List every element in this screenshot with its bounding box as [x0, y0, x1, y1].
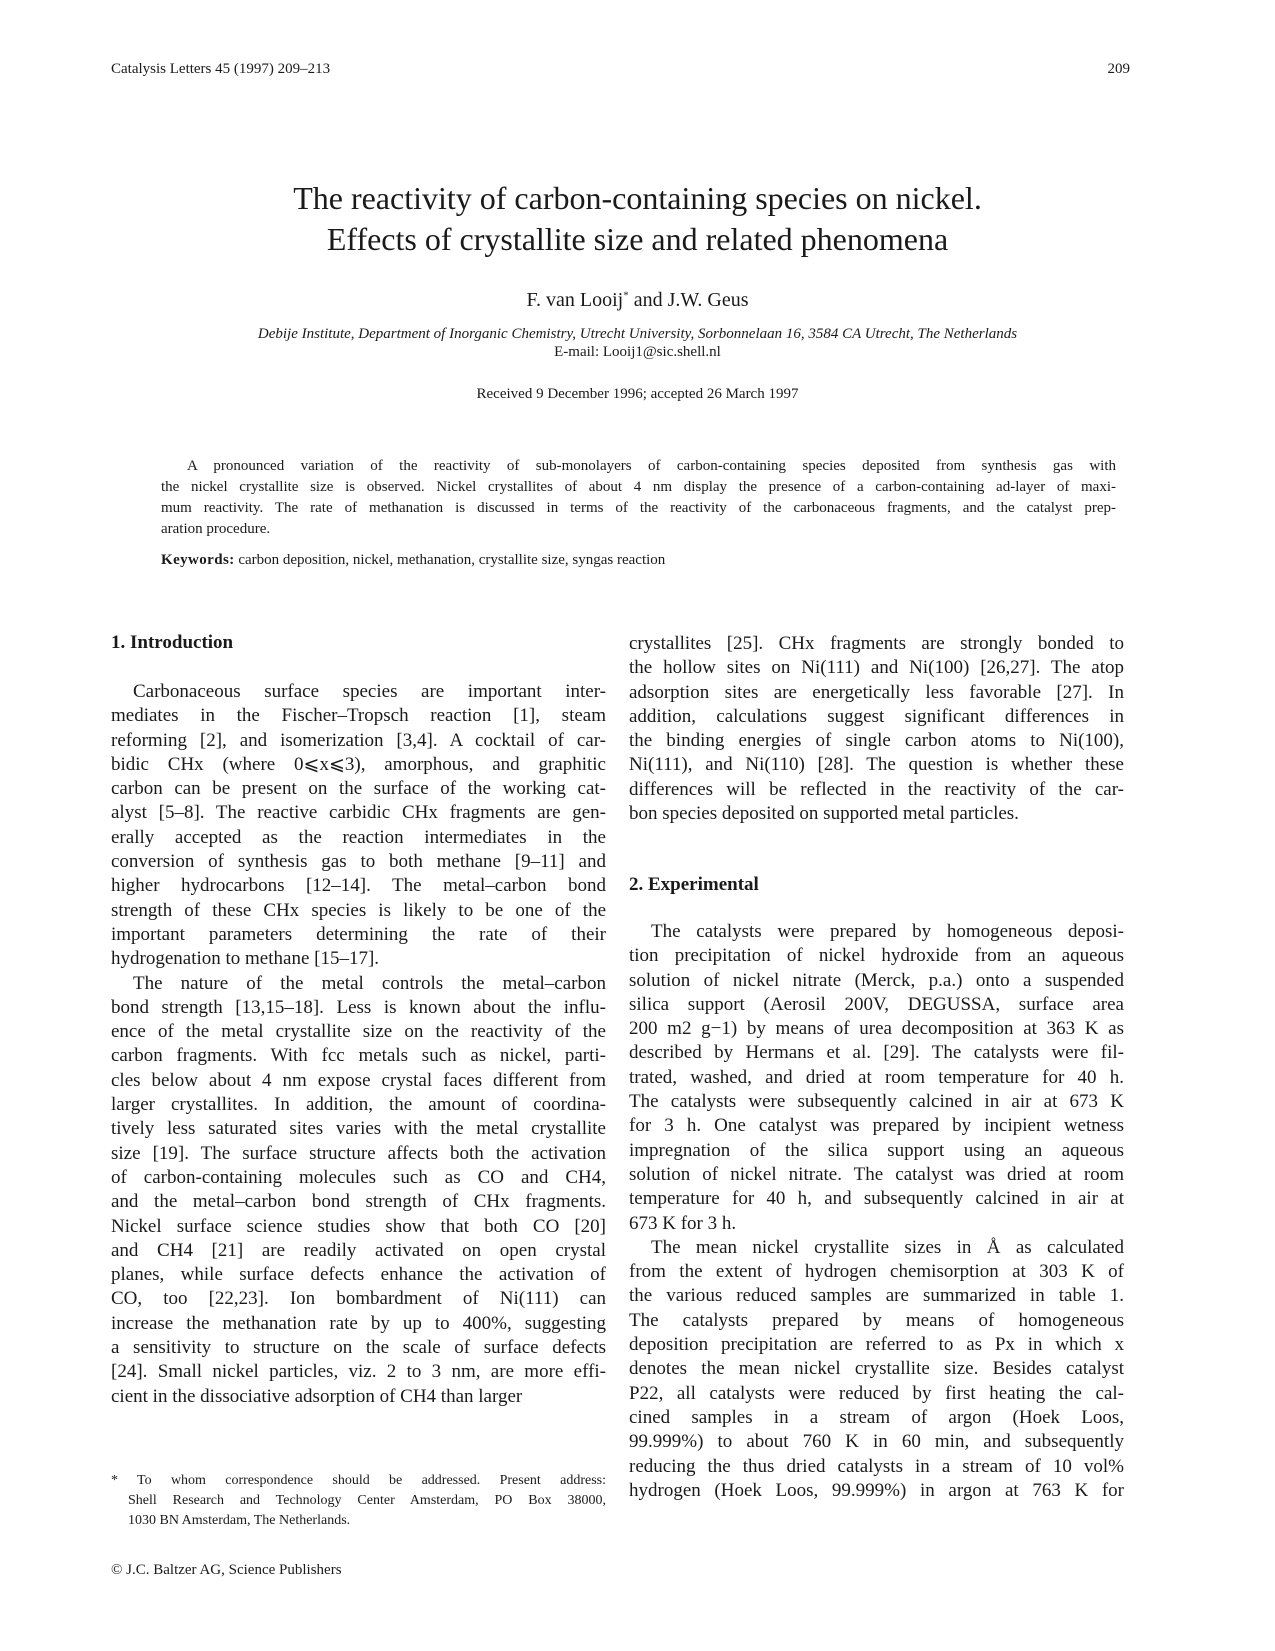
text-line: increase the methanation rate by up to 400%, suggesting — [111, 1312, 606, 1334]
footnote-line: Shell Research and Technology Center Amsterdam, PO Box 38000, — [128, 1493, 606, 1508]
text-line: solution of nickel nitrate. The catalyst was dried at room — [629, 1163, 1124, 1185]
text-line: bidic CHx (where 0⩽x⩽3), amorphous, and graphitic — [111, 753, 606, 775]
text-line: CO, too [22,23]. Ion bombardment of Ni(111) can — [111, 1288, 606, 1310]
text-line: Ni(111), and Ni(110) [28]. The question is whether these — [629, 754, 1124, 776]
text-line: adsorption sites are energetically less favorable [27]. In — [629, 681, 1124, 703]
footnote-line: * To whom correspondence should be addressed. Present address: — [111, 1473, 606, 1488]
text-line: trated, washed, and dried at room temperature for 40 h. — [629, 1066, 1124, 1088]
keywords-text: carbon deposition, nickel, methanation, crystallite size, syngas reaction — [238, 552, 666, 568]
text-line: The catalysts prepared by means of homogeneous — [629, 1309, 1124, 1331]
title-line: Effects of crystallite size and related phenomena — [326, 221, 949, 257]
footnote-line: 1030 BN Amsterdam, The Netherlands. — [128, 1513, 351, 1528]
text-line: larger crystallites. In addition, the amount of coordina- — [111, 1094, 606, 1116]
text-line: reforming [2], and isomerization [3,4]. A cocktail of car- — [111, 729, 606, 751]
text-line: 673 K for 3 h. — [629, 1212, 737, 1234]
intro-paragraph-2 — [111, 972, 606, 1409]
text-line: from the extent of hydrogen chemisorption at 303 K of — [629, 1261, 1124, 1283]
copyright: © J.C. Baltzer AG, Science Publishers — [111, 1562, 342, 1578]
abstract-line: the nickel crystallite size is observed. Nickel crystallites of about 4 nm display the presence of a carbon-containing ad-layer of maxi- — [161, 479, 1116, 495]
affiliation: Debije Institute, Department of Inorganic Chemistry, Utrecht University, Sorbonnelaan 16, 3584 CA Utrecht, The Netherlands — [257, 326, 1018, 342]
paper-title — [0, 178, 1275, 260]
text-line: tion precipitation of nickel hydroxide from an aqueous — [629, 945, 1124, 967]
author-name: F. van Looij — [526, 289, 624, 311]
text-line: deposition precipitation are referred to as Px in which x — [629, 1334, 1124, 1356]
text-line: tively less saturated sites varies with the metal crystallite — [111, 1118, 606, 1140]
experimental-paragraph-1 — [629, 920, 1124, 1236]
text-line: planes, while surface defects enhance the activation of — [111, 1264, 606, 1286]
text-line: silica support (Aerosil 200V, DEGUSSA, surface area — [629, 993, 1124, 1015]
text-line: denotes the mean nickel crystallite size. Besides catalyst — [629, 1358, 1124, 1380]
text-line: carbon fragments. With fcc metals such as nickel, parti- — [111, 1045, 606, 1067]
text-line: differences will be reflected in the reactivity of the car- — [629, 778, 1124, 800]
text-line: Carbonaceous surface species are important inter- — [133, 681, 606, 702]
text-line: erally accepted as the reaction intermediates in the — [111, 826, 606, 848]
text-line: conversion of synthesis gas to both methane [9–11] and — [111, 851, 606, 873]
text-line: the hollow sites on Ni(111) and Ni(100) [26,27]. The atop — [629, 657, 1124, 679]
text-line: addition, calculations suggest significant differences in — [629, 705, 1124, 727]
text-line: strength of these CHx species is likely to be one of the — [111, 899, 606, 921]
keywords — [161, 552, 665, 569]
text-line: size [19]. The surface structure affects both the activation — [111, 1142, 606, 1164]
text-line: and CH4 [21] are readily activated on open crystal — [111, 1239, 606, 1261]
text-line: crystallites [25]. CHx fragments are strongly bonded to — [629, 633, 1124, 654]
abstract-line: aration procedure. — [161, 521, 271, 537]
title-line: The reactivity of carbon-containing species on nickel. — [293, 180, 982, 216]
authors — [0, 289, 1275, 312]
text-line: cles below about 4 nm expose crystal faces different from — [111, 1069, 606, 1091]
text-line: reducing the thus dried catalysts in a stream of 10 vol% — [629, 1455, 1124, 1477]
email: E-mail: Looij1@sic.shell.nl — [554, 344, 721, 360]
abstract-line: A pronounced variation of the reactivity of sub-monolayers of carbon-containing species deposited from synthesis gas with — [187, 458, 1116, 474]
text-line: mediates in the Fischer–Tropsch reaction [1], steam — [111, 705, 606, 727]
received-dates: Received 9 December 1996; accepted 26 March 1997 — [476, 386, 799, 402]
text-line: The mean nickel crystallite sizes in Å as calculated — [651, 1236, 1124, 1258]
text-line: of carbon-containing molecules such as CO and CH4, — [111, 1166, 606, 1188]
text-line: bon species deposited on supported metal particles. — [629, 803, 1019, 825]
text-line: hydrogenation to methane [15–17]. — [111, 948, 380, 970]
abstract-line: mum reactivity. The rate of methanation is discussed in terms of the reactivity of the carbonaceous fragments, and the catalyst prep- — [161, 500, 1116, 516]
page-number: 209 — [1107, 61, 1130, 77]
text-line: 99.999%) to about 760 K in 60 min, and subsequently — [629, 1431, 1124, 1453]
footnote-mark: * — [623, 289, 629, 302]
journal-citation: Catalysis Letters 45 (1997) 209–213 — [111, 61, 331, 77]
text-line: impregnation of the silica support using an aqueous — [629, 1139, 1124, 1161]
section-heading-introduction: 1. Introduction — [111, 632, 234, 653]
text-line: alyst [5–8]. The reactive carbidic CHx fragments are gen- — [111, 802, 606, 824]
author-name: and J.W. Geus — [628, 289, 749, 311]
text-line: bond strength [13,15–18]. Less is known about the influ- — [111, 996, 606, 1018]
text-line: cient in the dissociative adsorption of CH4 than larger — [111, 1385, 523, 1407]
text-line: and the metal–carbon bond strength of CHx fragments. — [111, 1191, 606, 1213]
footnote — [111, 1471, 606, 1531]
text-line: higher hydrocarbons [12–14]. The metal–carbon bond — [111, 875, 606, 897]
text-line: P22, all catalysts were reduced by first heating the cal- — [629, 1382, 1124, 1404]
text-line: hydrogen (Hoek Loos, 99.999%) in argon at 763 K for — [629, 1479, 1124, 1501]
text-line: for 3 h. One catalyst was prepared by incipient wetness — [629, 1115, 1124, 1137]
text-line: cined samples in a stream of argon (Hoek Loos, — [629, 1406, 1124, 1428]
text-line: The nature of the metal controls the metal–carbon — [133, 972, 606, 994]
text-line: the binding energies of single carbon atoms to Ni(100), — [629, 730, 1124, 752]
text-line: ence of the metal crystallite size on the reactivity of the — [111, 1021, 606, 1043]
intro-paragraph-3 — [629, 632, 1124, 826]
text-line: solution of nickel nitrate (Merck, p.a.) onto a suspended — [629, 969, 1124, 991]
text-line: a sensitivity to structure on the scale of surface defects — [111, 1337, 606, 1359]
text-line: The catalysts were subsequently calcined in air at 673 K — [629, 1091, 1124, 1113]
text-line: 200 m2 g−1) by means of urea decomposition at 363 K as — [629, 1018, 1124, 1040]
intro-paragraph-1 — [111, 680, 606, 972]
section-heading-experimental: 2. Experimental — [629, 874, 759, 895]
text-line: carbon can be present on the surface of the working cat- — [111, 778, 606, 800]
text-line: Nickel surface science studies show that both CO [20] — [111, 1215, 606, 1237]
experimental-paragraph-2 — [629, 1236, 1124, 1503]
text-line: [24]. Small nickel particles, viz. 2 to 3 nm, are more effi- — [111, 1361, 606, 1383]
keywords-label: Keywords: — [161, 552, 235, 568]
text-line: temperature for 40 h, and subsequently calcined in air at — [629, 1188, 1124, 1210]
text-line: important parameters determining the rate of their — [111, 923, 606, 945]
text-line: The catalysts were prepared by homogeneous deposi- — [651, 921, 1124, 942]
text-line: the various reduced samples are summarized in table 1. — [629, 1285, 1124, 1307]
abstract — [161, 456, 1116, 540]
text-line: described by Hermans et al. [29]. The catalysts were fil- — [629, 1042, 1124, 1064]
